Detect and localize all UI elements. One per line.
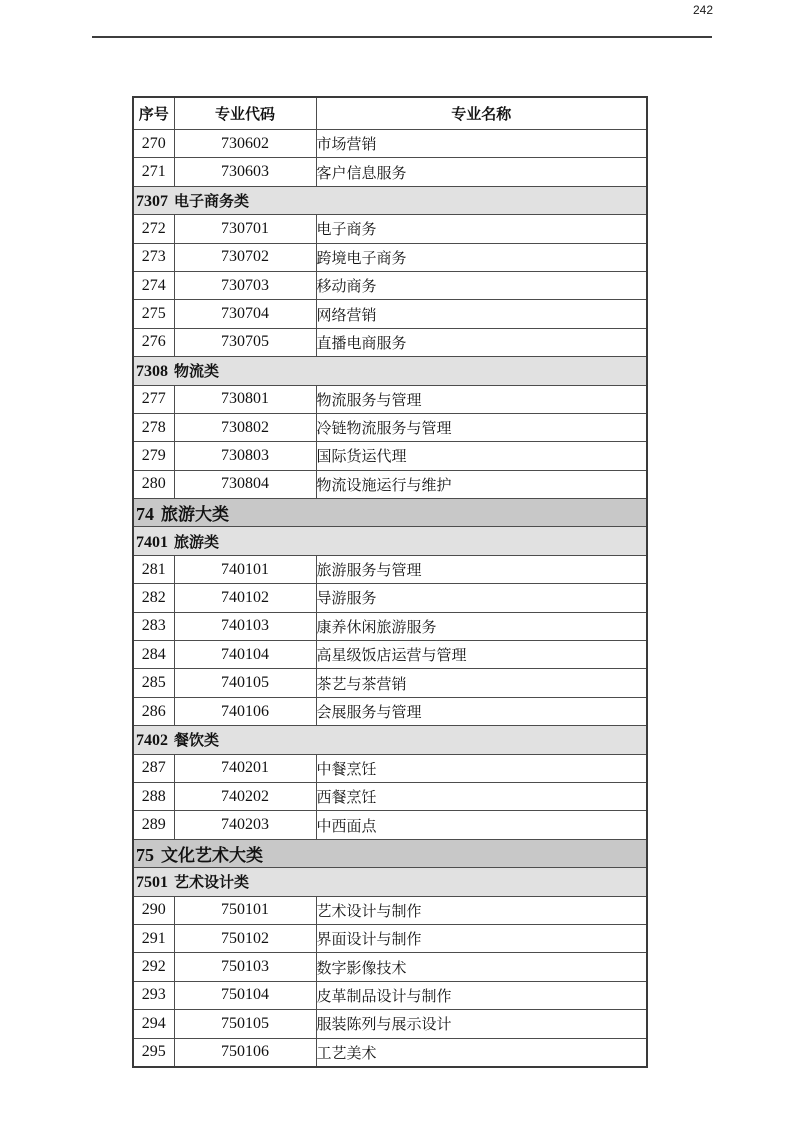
table-row [133, 470, 647, 498]
major-category-row [133, 839, 647, 867]
row-name-cell: 数字影像技术 [316, 953, 647, 981]
row-serial-cell: 275 [133, 300, 174, 328]
table-row [133, 385, 647, 413]
category-code: 74 [136, 504, 154, 525]
row-serial-cell: 289 [133, 811, 174, 839]
category-code: 7501 [136, 874, 168, 892]
category-code: 75 [136, 844, 154, 865]
row-name-cell: 中餐烹饪 [316, 754, 647, 782]
row-code-cell: 730802 [174, 413, 316, 441]
row-name-cell: 市场营销 [316, 130, 647, 158]
column-header-serial: 序号 [133, 97, 174, 130]
row-code-cell: 740203 [174, 811, 316, 839]
category-code: 7307 [136, 192, 168, 210]
row-code-cell: 740106 [174, 697, 316, 725]
table-row [133, 754, 647, 782]
sub-category-row [133, 726, 647, 754]
table-row [133, 641, 647, 669]
row-code-cell: 730702 [174, 243, 316, 271]
row-code-cell: 730602 [174, 130, 316, 158]
row-code-cell: 730705 [174, 328, 316, 356]
row-code-cell: 740105 [174, 669, 316, 697]
row-serial-cell: 276 [133, 328, 174, 356]
row-code-cell: 750101 [174, 896, 316, 924]
sub-category-row [133, 186, 647, 214]
row-serial-cell: 287 [133, 754, 174, 782]
row-name-cell: 茶艺与茶营销 [316, 669, 647, 697]
row-serial-cell: 292 [133, 953, 174, 981]
row-serial-cell: 290 [133, 896, 174, 924]
major-category-row [133, 499, 647, 527]
row-name-cell: 国际货运代理 [316, 442, 647, 470]
category-cell [133, 357, 647, 385]
row-name-cell: 跨境电子商务 [316, 243, 647, 271]
row-serial-cell: 295 [133, 1038, 174, 1067]
row-code-cell: 730704 [174, 300, 316, 328]
category-cell [133, 527, 647, 555]
row-code-cell: 740101 [174, 555, 316, 583]
category-cell [133, 499, 647, 527]
table-row [133, 697, 647, 725]
sub-category-row [133, 357, 647, 385]
row-code-cell: 750104 [174, 981, 316, 1009]
row-serial-cell: 274 [133, 271, 174, 299]
table-row [133, 1038, 647, 1067]
row-serial-cell: 270 [133, 130, 174, 158]
row-code-cell: 740103 [174, 612, 316, 640]
row-name-cell: 高星级饭店运营与管理 [316, 641, 647, 669]
row-serial-cell: 280 [133, 470, 174, 498]
row-name-cell: 物流服务与管理 [316, 385, 647, 413]
row-name-cell: 网络营销 [316, 300, 647, 328]
majors-table [132, 96, 648, 1068]
table-row [133, 981, 647, 1009]
row-name-cell: 界面设计与制作 [316, 924, 647, 952]
table-row [133, 215, 647, 243]
row-serial-cell: 291 [133, 924, 174, 952]
row-code-cell: 730603 [174, 158, 316, 186]
category-cell [133, 868, 647, 896]
row-code-cell: 750102 [174, 924, 316, 952]
row-name-cell: 康养休闲旅游服务 [316, 612, 647, 640]
row-code-cell: 750103 [174, 953, 316, 981]
row-serial-cell: 284 [133, 641, 174, 669]
row-serial-cell: 282 [133, 584, 174, 612]
category-title: 旅游大类 [161, 505, 229, 525]
category-title: 物流类 [174, 363, 220, 381]
column-header-major-name: 专业名称 [316, 97, 647, 130]
category-title: 旅游类 [174, 533, 220, 551]
table-row [133, 158, 647, 186]
table-row [133, 1010, 647, 1038]
row-name-cell: 服装陈列与展示设计 [316, 1010, 647, 1038]
category-code: 7402 [136, 732, 168, 750]
row-code-cell: 730803 [174, 442, 316, 470]
table-row [133, 584, 647, 612]
row-name-cell: 西餐烹饪 [316, 782, 647, 810]
row-name-cell: 直播电商服务 [316, 328, 647, 356]
row-serial-cell: 272 [133, 215, 174, 243]
row-serial-cell: 294 [133, 1010, 174, 1038]
row-code-cell: 730801 [174, 385, 316, 413]
row-code-cell: 730804 [174, 470, 316, 498]
row-serial-cell: 286 [133, 697, 174, 725]
row-name-cell: 会展服务与管理 [316, 697, 647, 725]
row-code-cell: 730701 [174, 215, 316, 243]
table-row [133, 413, 647, 441]
row-code-cell: 730703 [174, 271, 316, 299]
table-row [133, 612, 647, 640]
row-name-cell: 艺术设计与制作 [316, 896, 647, 924]
category-cell [133, 839, 647, 867]
row-name-cell: 客户信息服务 [316, 158, 647, 186]
row-code-cell: 740104 [174, 641, 316, 669]
column-header-major-code: 专业代码 [174, 97, 316, 130]
table-row [133, 669, 647, 697]
category-code: 7401 [136, 533, 168, 551]
category-title: 艺术设计类 [174, 874, 250, 892]
row-serial-cell: 279 [133, 442, 174, 470]
table-row [133, 811, 647, 839]
row-name-cell: 中西面点 [316, 811, 647, 839]
row-name-cell: 电子商务 [316, 215, 647, 243]
page-number: 242 [692, 3, 713, 17]
row-name-cell: 导游服务 [316, 584, 647, 612]
table-row [133, 896, 647, 924]
table-row [133, 300, 647, 328]
row-code-cell: 740201 [174, 754, 316, 782]
row-serial-cell: 285 [133, 669, 174, 697]
table-row [133, 328, 647, 356]
category-cell [133, 186, 647, 214]
table-row [133, 782, 647, 810]
table-row [133, 924, 647, 952]
category-title: 餐饮类 [174, 732, 220, 750]
row-serial-cell: 271 [133, 158, 174, 186]
row-code-cell: 740102 [174, 584, 316, 612]
table-row [133, 555, 647, 583]
table-row [133, 271, 647, 299]
row-serial-cell: 281 [133, 555, 174, 583]
row-serial-cell: 293 [133, 981, 174, 1009]
majors-table-body [133, 130, 647, 1067]
row-serial-cell: 278 [133, 413, 174, 441]
row-code-cell: 740202 [174, 782, 316, 810]
table-header-row [133, 97, 647, 130]
sub-category-row [133, 868, 647, 896]
table-row [133, 442, 647, 470]
table-row [133, 130, 647, 158]
row-name-cell: 旅游服务与管理 [316, 555, 647, 583]
row-name-cell: 移动商务 [316, 271, 647, 299]
row-name-cell: 皮革制品设计与制作 [316, 981, 647, 1009]
row-serial-cell: 283 [133, 612, 174, 640]
row-name-cell: 物流设施运行与维护 [316, 470, 647, 498]
row-serial-cell: 288 [133, 782, 174, 810]
header-rule-divider [92, 36, 712, 38]
category-title: 电子商务类 [174, 192, 250, 210]
table-row [133, 953, 647, 981]
row-code-cell: 750106 [174, 1038, 316, 1067]
row-serial-cell: 277 [133, 385, 174, 413]
row-name-cell: 工艺美术 [316, 1038, 647, 1067]
category-title: 文化艺术大类 [161, 845, 263, 865]
category-cell [133, 726, 647, 754]
row-code-cell: 750105 [174, 1010, 316, 1038]
row-serial-cell: 273 [133, 243, 174, 271]
category-code: 7308 [136, 363, 168, 381]
table-row [133, 243, 647, 271]
majors-table-container [132, 96, 648, 1068]
row-name-cell: 冷链物流服务与管理 [316, 413, 647, 441]
sub-category-row [133, 527, 647, 555]
